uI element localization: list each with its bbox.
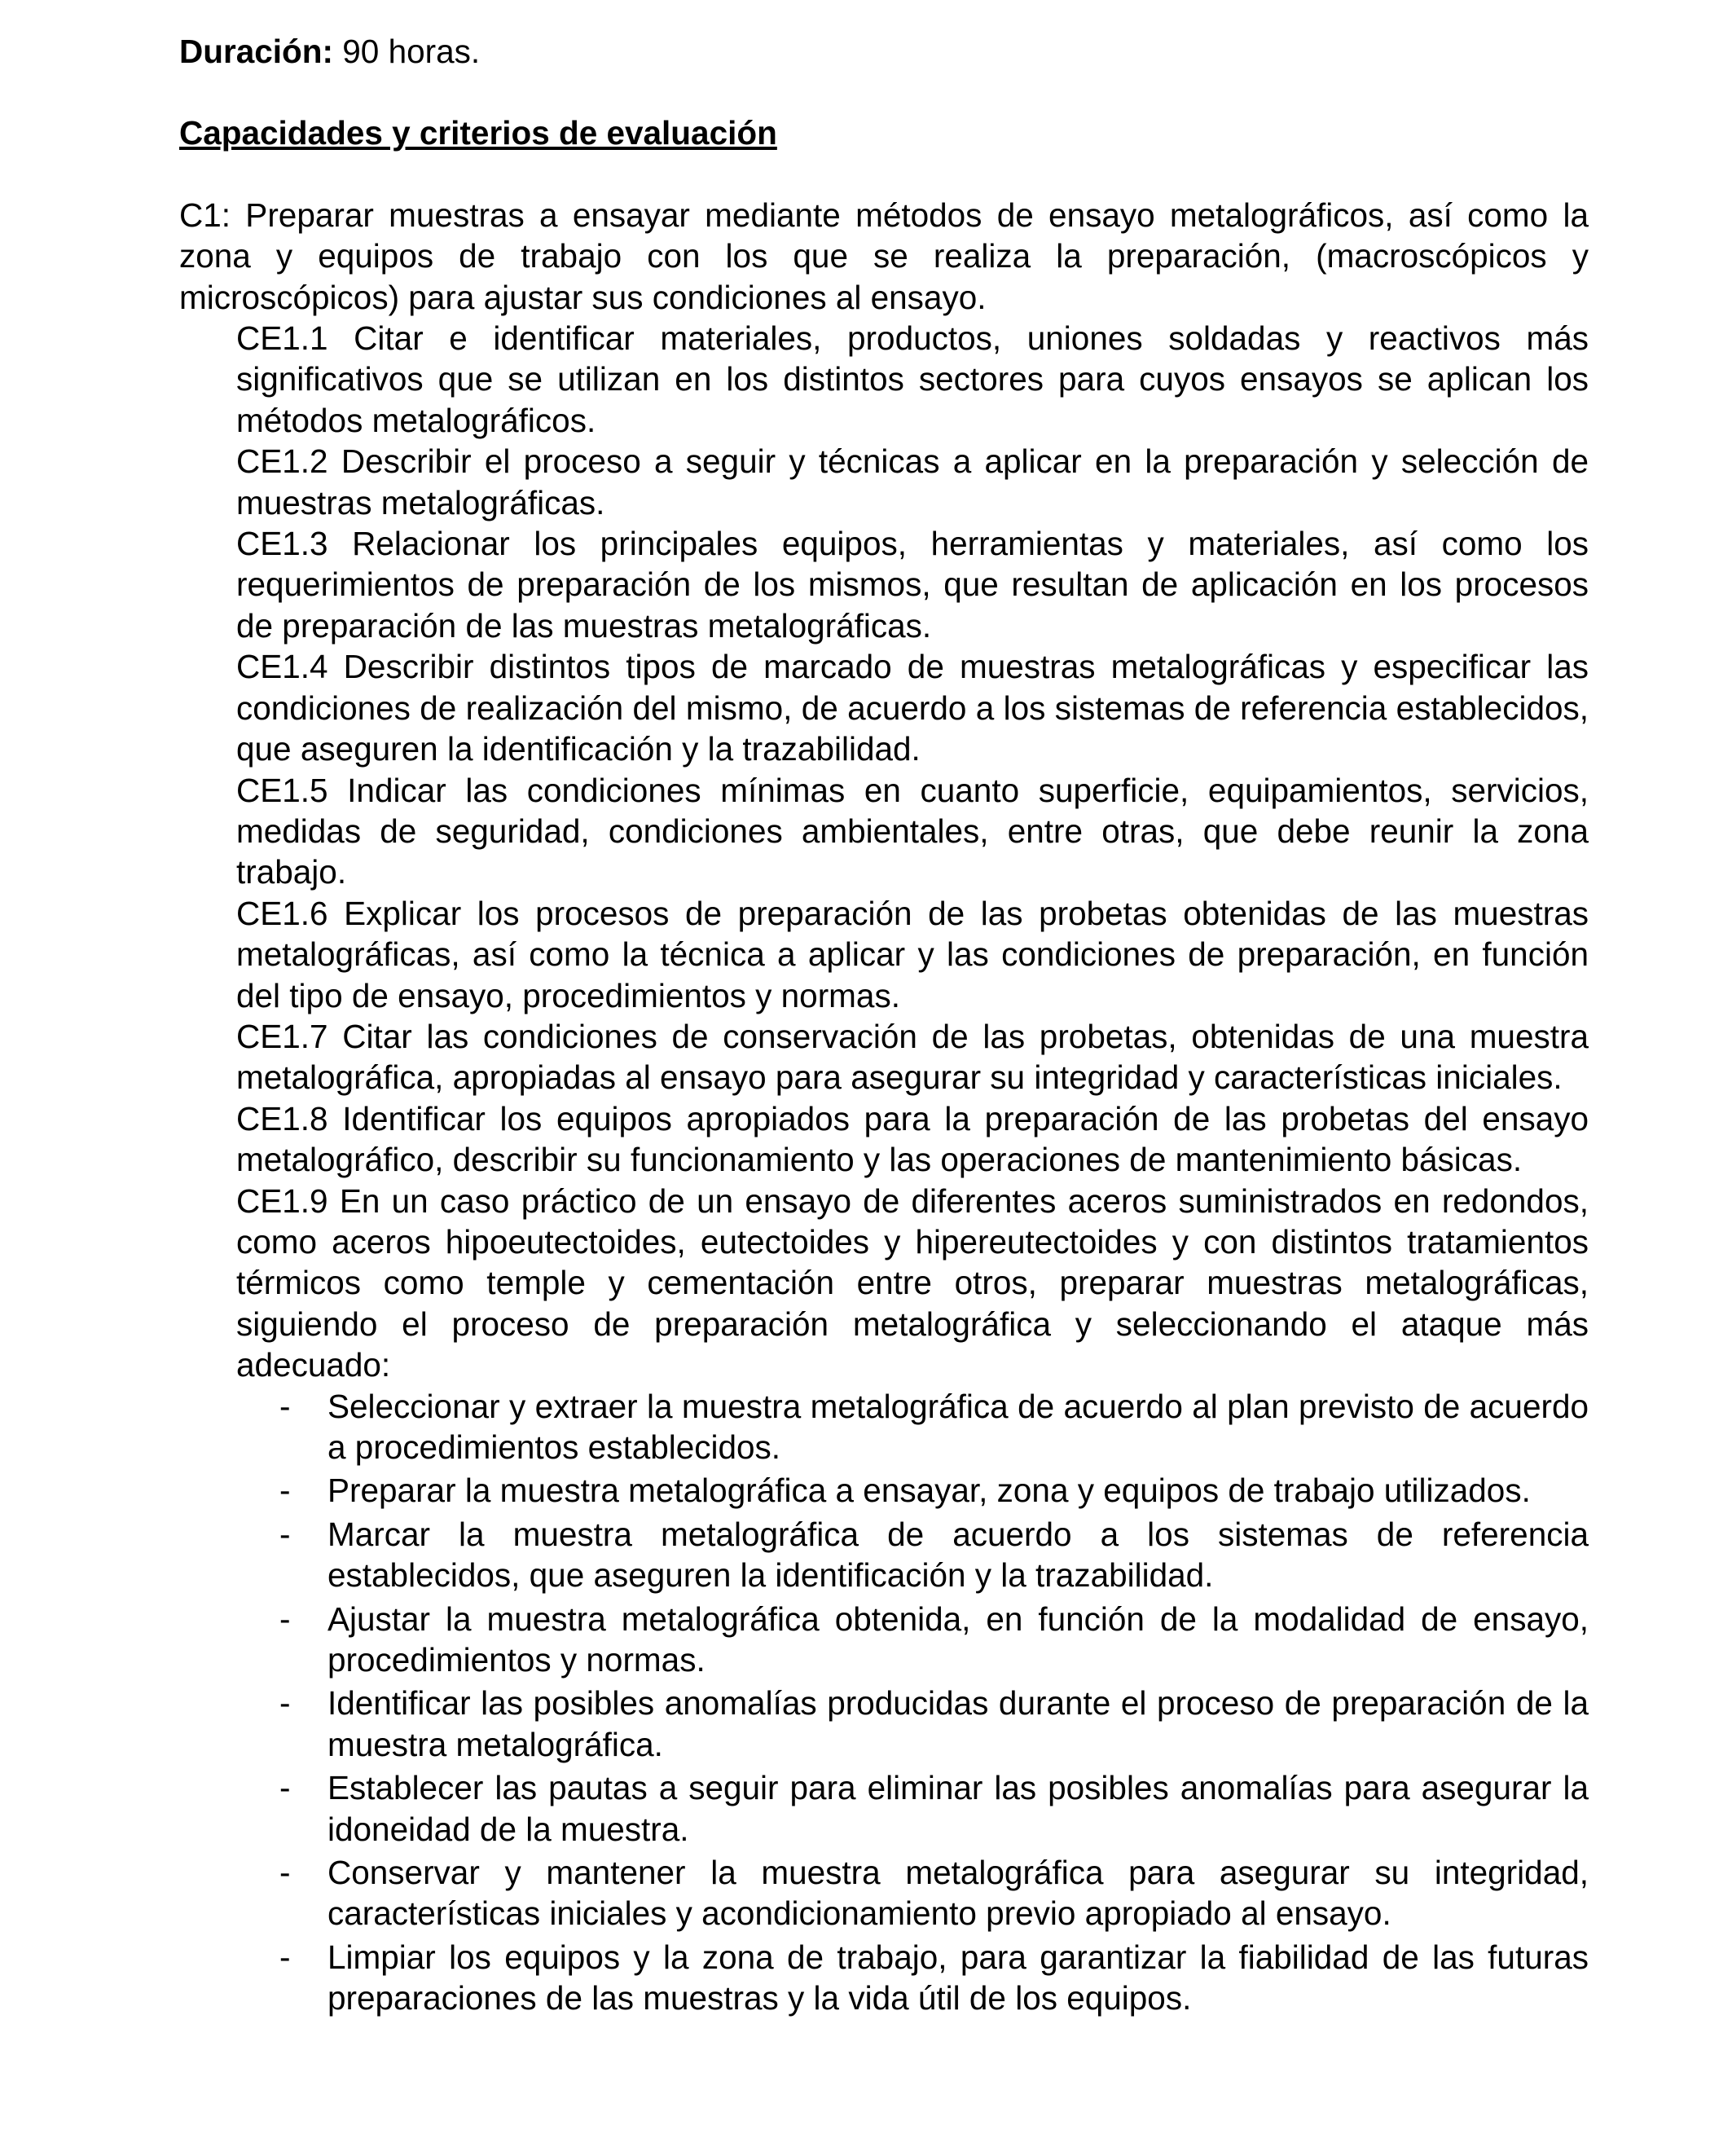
list-item-text: Conservar y mantener la muestra metalográfica para asegurar su integridad, características iniciales y acondicionamiento previo apropiado al ensayo. xyxy=(327,1854,1589,1933)
list-item xyxy=(279,1599,1589,1681)
dash-bullet: - xyxy=(279,1472,291,1510)
criterion-ce1-5: CE1.5 Indicar las condiciones mínimas en cuanto superficie, equipamientos, servicios, medidas de seguridad, condiciones ambientales, entre otras, que debe reunir la zona trabajo. xyxy=(236,771,1589,891)
list-item xyxy=(279,1937,1589,2019)
dash-bullet: - xyxy=(279,1387,291,1425)
list-item-text: Marcar la muestra metalográfica de acuerdo a los sistemas de referencia establecidos, que aseguren la identificación y la trazabilidad. xyxy=(327,1515,1589,1595)
capacity-c1: C1: Preparar muestras a ensayar mediante métodos de ensayo metalográficos, así como la zona y equipos de trabajo con los que se realiza la preparación, (macroscópicos y microscópicos) para ajustar sus condiciones al ensayo. xyxy=(179,196,1589,316)
dash-bullet: - xyxy=(279,1938,291,1976)
duration-line xyxy=(179,31,1589,72)
list-item xyxy=(279,1767,1589,1850)
duration-label: Duración: xyxy=(179,33,334,70)
document-page xyxy=(179,31,1589,2022)
criteria-list xyxy=(179,318,1589,2019)
criterion-ce1-3: CE1.3 Relacionar los principales equipos, herramientas y materiales, así como los requerimientos de preparación de los mismos, que resultan de aplicación en los procesos de preparación de las muestras metalográficas. xyxy=(236,525,1589,645)
criterion-ce1-1: CE1.1 Citar e identificar materiales, productos, uniones soldadas y reactivos más significativos que se utilizan en los distintos sectores para cuyos ensayos se aplican los métodos metalográficos. xyxy=(236,319,1589,439)
criterion-ce1-6: CE1.6 Explicar los procesos de preparación de las probetas obtenidas de las muestras metalográficas, así como la técnica a aplicar y las condiciones de preparación, en función del tipo de ensayo, procedimientos y normas. xyxy=(236,894,1589,1014)
dash-bullet: - xyxy=(279,1515,291,1553)
list-item xyxy=(279,1514,1589,1596)
dash-bullet: - xyxy=(279,1769,291,1807)
list-item-text: Limpiar los equipos y la zona de trabajo, para garantizar la fiabilidad de las futuras preparaciones de las muestras y la vida útil de los equipos. xyxy=(327,1938,1589,2017)
list-item-text: Establecer las pautas a seguir para eliminar las posibles anomalías para asegurar la idoneidad de la muestra. xyxy=(327,1769,1589,1848)
list-item xyxy=(279,1470,1589,1511)
dash-bullet: - xyxy=(279,1684,291,1723)
list-item-text: Seleccionar y extraer la muestra metalográfica de acuerdo al plan previsto de acuerdo a procedimientos establecidos. xyxy=(327,1387,1589,1466)
list-item-text: Ajustar la muestra metalográfica obtenida, en función de la modalidad de ensayo, procedimientos y normas. xyxy=(327,1599,1589,1679)
criterion-ce1-9: CE1.9 En un caso práctico de un ensayo de diferentes aceros suministrados en redondos, como aceros hipoeutectoides, eutectoides y hipereutectoides y con distintos tratamientos térmicos como temple y cementación entre otros, preparar muestras metalográficas, siguiendo el proceso de preparación metalográfica y seleccionando el ataque más adecuado: xyxy=(236,1181,1589,1384)
dash-bullet: - xyxy=(279,1599,291,1638)
criterion-ce1-8: CE1.8 Identificar los equipos apropiados para la preparación de las probetas del ensayo metalográfico, describir su funcionamiento y las operaciones de mantenimiento básicas. xyxy=(236,1099,1589,1179)
ce1-9-sub-list xyxy=(236,1386,1589,2019)
dash-bullet: - xyxy=(279,1854,291,1892)
list-item xyxy=(279,1852,1589,1934)
criterion-ce1-2: CE1.2 Describir el proceso a seguir y técnicas a aplicar en la preparación y selección de muestras metalográficas. xyxy=(236,442,1589,521)
list-item xyxy=(279,1683,1589,1765)
section-title: Capacidades y criterios de evaluación xyxy=(179,114,777,152)
list-item xyxy=(279,1386,1589,1468)
criterion-ce1-7: CE1.7 Citar las condiciones de conservación de las probetas, obtenidas de una muestra metalográfica, apropiadas al ensayo para asegurar su integridad y características iniciales. xyxy=(236,1017,1589,1097)
list-item-text: Identificar las posibles anomalías producidas durante el proceso de preparación de la muestra metalográfica. xyxy=(327,1684,1589,1763)
duration-value: 90 horas. xyxy=(333,33,481,70)
list-item-text: Preparar la muestra metalográfica a ensayar, zona y equipos de trabajo utilizados. xyxy=(327,1472,1531,1510)
criterion-ce1-4: CE1.4 Describir distintos tipos de marcado de muestras metalográficas y especificar las condiciones de realización del mismo, de acuerdo a los sistemas de referencia establecidos, que aseguren la identificación y la trazabilidad. xyxy=(236,648,1589,768)
